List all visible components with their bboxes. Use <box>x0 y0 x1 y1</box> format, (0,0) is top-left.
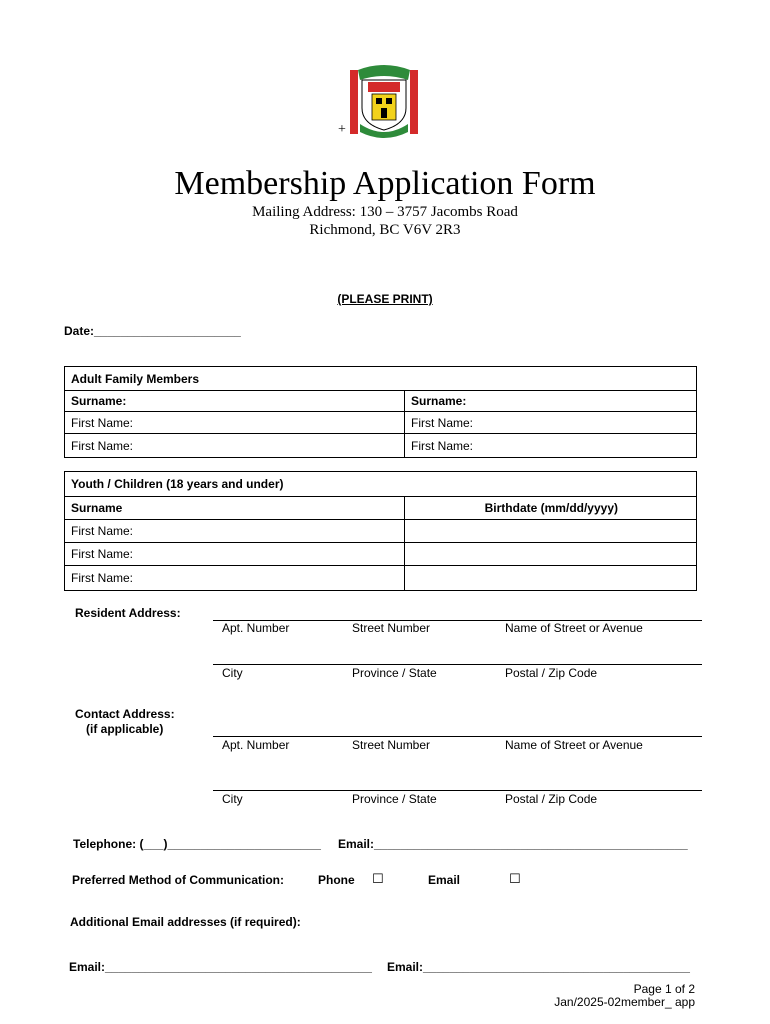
adult-family-table <box>64 366 697 458</box>
telephone-field[interactable]: Telephone: (___)_______________________ <box>73 837 321 851</box>
resident-address-label: Resident Address: <box>75 606 181 620</box>
phone-checkbox[interactable]: ☐ <box>372 871 384 886</box>
email-option-label: Email <box>428 873 461 887</box>
club-crest-logo <box>348 64 420 138</box>
contact-street-number-label: Street Number <box>352 738 431 752</box>
plus-mark: + <box>338 122 346 137</box>
page-number: Page 1 of 2 <box>633 982 695 996</box>
resident-line-2[interactable] <box>213 664 702 665</box>
date-field[interactable]: Date:______________________ <box>64 324 241 338</box>
resident-postal-label: Postal / Zip Code <box>505 666 598 680</box>
mailing-address-line2: Richmond, BC V6V 2R3 <box>309 222 461 238</box>
adult-first-name-1[interactable]: First Name: <box>65 412 405 434</box>
phone-option-label: Phone <box>318 873 355 887</box>
form-title: Membership Application Form <box>174 165 596 202</box>
resident-province-label: Province / State <box>352 666 437 680</box>
resident-street-number-label: Street Number <box>352 621 431 635</box>
adult-surname-1[interactable]: Surname: <box>65 391 405 412</box>
contact-province-label: Province / State <box>352 792 437 806</box>
contact-city-label: City <box>222 792 243 806</box>
adult-table-heading: Adult Family Members <box>65 367 697 391</box>
email-field[interactable]: Email:_______________________________________________ <box>338 837 688 851</box>
contact-street-name-label: Name of Street or Avenue <box>505 738 643 752</box>
contact-address-label: Contact Address: <box>75 707 175 721</box>
additional-email-field-2[interactable]: Email:________________________________________ <box>387 960 690 974</box>
adult-surname-2[interactable]: Surname: <box>405 391 697 412</box>
youth-birthdate-1[interactable] <box>405 520 697 543</box>
adult-first-name-3[interactable]: First Name: <box>65 434 405 458</box>
contact-postal-label: Postal / Zip Code <box>505 792 598 806</box>
adult-first-name-2[interactable]: First Name: <box>405 412 697 434</box>
youth-children-table <box>64 471 697 591</box>
preferred-method-label: Preferred Method of Communication: <box>72 873 285 887</box>
youth-first-name-1[interactable]: First Name: <box>65 520 405 543</box>
email-checkbox[interactable]: ☐ <box>509 871 521 886</box>
youth-table-heading: Youth / Children (18 years and under) <box>65 472 697 497</box>
youth-first-name-2[interactable]: First Name: <box>65 543 405 566</box>
contact-apt-label: Apt. Number <box>222 738 290 752</box>
youth-birthdate-3[interactable] <box>405 566 697 591</box>
resident-city-label: City <box>222 666 243 680</box>
youth-birthdate-2[interactable] <box>405 543 697 566</box>
additional-email-field-1[interactable]: Email:________________________________________ <box>69 960 372 974</box>
youth-birthdate-header: Birthdate (mm/dd/yyyy) <box>405 497 697 520</box>
please-print-note: (PLEASE PRINT) <box>337 292 433 306</box>
mailing-address-line1: Mailing Address: 130 – 3757 Jacombs Road <box>252 204 518 220</box>
resident-street-name-label: Name of Street or Avenue <box>505 621 643 635</box>
resident-apt-label: Apt. Number <box>222 621 290 635</box>
contact-line-2[interactable] <box>213 790 702 791</box>
additional-emails-label: Additional Email addresses (if required): <box>70 915 301 929</box>
contact-line-1[interactable] <box>213 736 702 737</box>
adult-first-name-4[interactable]: First Name: <box>405 434 697 458</box>
youth-first-name-3[interactable]: First Name: <box>65 566 405 591</box>
youth-surname-header: Surname <box>65 497 405 520</box>
contact-address-sublabel: (if applicable) <box>86 722 164 736</box>
document-code: Jan/2025-02member_ app <box>554 995 695 1009</box>
